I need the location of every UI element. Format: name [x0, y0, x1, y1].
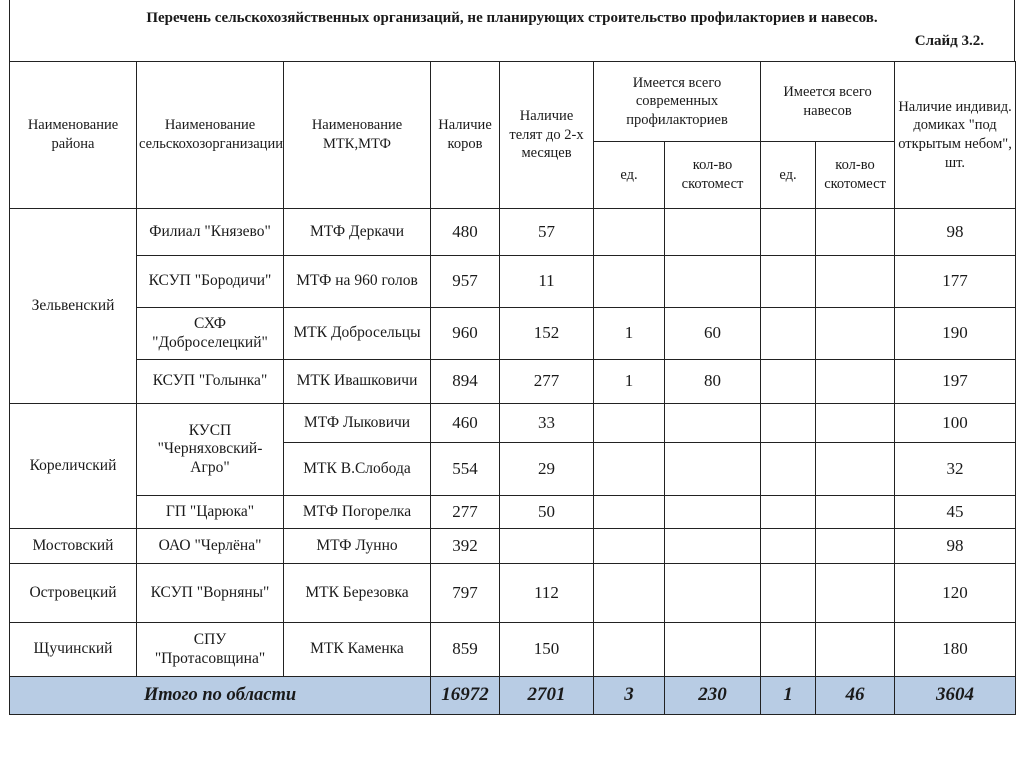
houses-cell: 98 [895, 529, 1016, 564]
sheds-places-cell [816, 496, 895, 529]
header-prof-units: ед. [594, 142, 665, 209]
header-houses: Наличие индивид. домиках "под открытым небом", шт. [895, 62, 1016, 209]
sheds-units-cell [761, 443, 816, 496]
org-cell: КУСП "Черняховский-Агро" [137, 404, 284, 496]
mtk-cell: МТФ Погорелка [284, 496, 431, 529]
prof-places-cell [665, 564, 761, 623]
org-cell: КСУП "Голынка" [137, 360, 284, 404]
prof-units-cell: 1 [594, 360, 665, 404]
calves-cell: 277 [500, 360, 594, 404]
calves-cell: 150 [500, 623, 594, 677]
mtk-cell: МТФ Лыковичи [284, 404, 431, 443]
mtk-cell: МТК В.Слобода [284, 443, 431, 496]
header-calves: Наличие телят до 2-х месяцев [500, 62, 594, 209]
org-cell: КСУП "Бородичи" [137, 256, 284, 308]
org-cell: ОАО "Черлёна" [137, 529, 284, 564]
calves-cell: 33 [500, 404, 594, 443]
calves-cell: 50 [500, 496, 594, 529]
table-row [10, 564, 1016, 623]
slide-number: Слайд 3.2. [914, 33, 984, 49]
sheds-units-cell [761, 256, 816, 308]
header-sheds-units: ед. [761, 142, 816, 209]
district-cell: Кореличский [10, 404, 137, 529]
mtk-cell: МТФ Деркачи [284, 209, 431, 256]
cows-cell: 957 [431, 256, 500, 308]
page-title: Перечень сельскохозяйственных организаций, не планирующих строительство профилакториев и навесов. [146, 10, 878, 26]
mtk-cell: МТК Каменка [284, 623, 431, 677]
sheds-units-cell [761, 496, 816, 529]
sheds-units-cell [761, 564, 816, 623]
total-sheds-units: 1 [761, 677, 816, 715]
prof-units-cell [594, 256, 665, 308]
sheds-places-cell [816, 564, 895, 623]
organizations-table [9, 61, 1016, 715]
prof-places-cell [665, 404, 761, 443]
total-label: Итого по области [10, 677, 431, 715]
sheds-units-cell [761, 360, 816, 404]
mtk-cell: МТФ на 960 голов [284, 256, 431, 308]
cows-cell: 960 [431, 308, 500, 360]
prof-units-cell: 1 [594, 308, 665, 360]
title-block [9, 0, 1015, 61]
org-cell: ГП "Царюка" [137, 496, 284, 529]
org-cell: КСУП "Ворняны" [137, 564, 284, 623]
calves-cell: 29 [500, 443, 594, 496]
houses-cell: 98 [895, 209, 1016, 256]
prof-units-cell [594, 404, 665, 443]
cows-cell: 894 [431, 360, 500, 404]
sheds-places-cell [816, 256, 895, 308]
prof-units-cell [594, 496, 665, 529]
table-row [10, 404, 1016, 443]
sheds-units-cell [761, 209, 816, 256]
prof-units-cell [594, 529, 665, 564]
cows-cell: 392 [431, 529, 500, 564]
header-sheds-group: Имеется всего навесов [761, 62, 895, 142]
calves-cell [500, 529, 594, 564]
houses-cell: 45 [895, 496, 1016, 529]
cows-cell: 480 [431, 209, 500, 256]
total-calves: 2701 [500, 677, 594, 715]
houses-cell: 120 [895, 564, 1016, 623]
district-cell: Мостовский [10, 529, 137, 564]
mtk-cell: МТФ Лунно [284, 529, 431, 564]
header-prof-places: кол-во скотомест [665, 142, 761, 209]
houses-cell: 177 [895, 256, 1016, 308]
calves-cell: 57 [500, 209, 594, 256]
calves-cell: 152 [500, 308, 594, 360]
table-row [10, 209, 1016, 256]
sheds-places-cell [816, 529, 895, 564]
total-prof-places: 230 [665, 677, 761, 715]
prof-places-cell [665, 623, 761, 677]
prof-places-cell: 60 [665, 308, 761, 360]
mtk-cell: МТК Добросельцы [284, 308, 431, 360]
total-cows: 16972 [431, 677, 500, 715]
org-cell: СХФ "Доброселецкий" [137, 308, 284, 360]
header-cows: Наличие коров [431, 62, 500, 209]
prof-places-cell: 80 [665, 360, 761, 404]
calves-cell: 11 [500, 256, 594, 308]
sheds-places-cell [816, 623, 895, 677]
table-row [10, 496, 1016, 529]
cows-cell: 277 [431, 496, 500, 529]
prof-places-cell [665, 256, 761, 308]
prof-places-cell [665, 496, 761, 529]
sheds-places-cell [816, 404, 895, 443]
header-org: Наименование сельскохозорганизации [137, 62, 284, 209]
sheds-places-cell [816, 443, 895, 496]
prof-units-cell [594, 564, 665, 623]
mtk-cell: МТК Березовка [284, 564, 431, 623]
sheds-places-cell [816, 308, 895, 360]
total-prof-units: 3 [594, 677, 665, 715]
district-cell: Островецкий [10, 564, 137, 623]
sheds-units-cell [761, 404, 816, 443]
cows-cell: 460 [431, 404, 500, 443]
header-mtk: Наименование МТК,МТФ [284, 62, 431, 209]
houses-cell: 190 [895, 308, 1016, 360]
houses-cell: 32 [895, 443, 1016, 496]
header-sheds-places: кол-во скотомест [816, 142, 895, 209]
sheds-units-cell [761, 623, 816, 677]
header-district: Наименование района [10, 62, 137, 209]
table-row [10, 308, 1016, 360]
table-row [10, 529, 1016, 564]
mtk-cell: МТК Ивашковичи [284, 360, 431, 404]
prof-units-cell [594, 209, 665, 256]
district-cell: Щучинский [10, 623, 137, 677]
cows-cell: 554 [431, 443, 500, 496]
district-cell: Зельвенский [10, 209, 137, 404]
org-cell: Филиал "Князево" [137, 209, 284, 256]
total-row [10, 677, 1016, 715]
prof-places-cell [665, 209, 761, 256]
prof-units-cell [594, 443, 665, 496]
sheds-units-cell [761, 529, 816, 564]
table-row [10, 623, 1016, 677]
cows-cell: 859 [431, 623, 500, 677]
sheds-units-cell [761, 308, 816, 360]
total-houses: 3604 [895, 677, 1016, 715]
cows-cell: 797 [431, 564, 500, 623]
calves-cell: 112 [500, 564, 594, 623]
total-sheds-places: 46 [816, 677, 895, 715]
houses-cell: 180 [895, 623, 1016, 677]
prof-places-cell [665, 529, 761, 564]
sheds-places-cell [816, 209, 895, 256]
prof-places-cell [665, 443, 761, 496]
prof-units-cell [594, 623, 665, 677]
table-row [10, 256, 1016, 308]
houses-cell: 100 [895, 404, 1016, 443]
header-prof-group: Имеется всего современных профилакториев [594, 62, 761, 142]
table-row [10, 360, 1016, 404]
sheds-places-cell [816, 360, 895, 404]
houses-cell: 197 [895, 360, 1016, 404]
org-cell: СПУ "Протасовщина" [137, 623, 284, 677]
